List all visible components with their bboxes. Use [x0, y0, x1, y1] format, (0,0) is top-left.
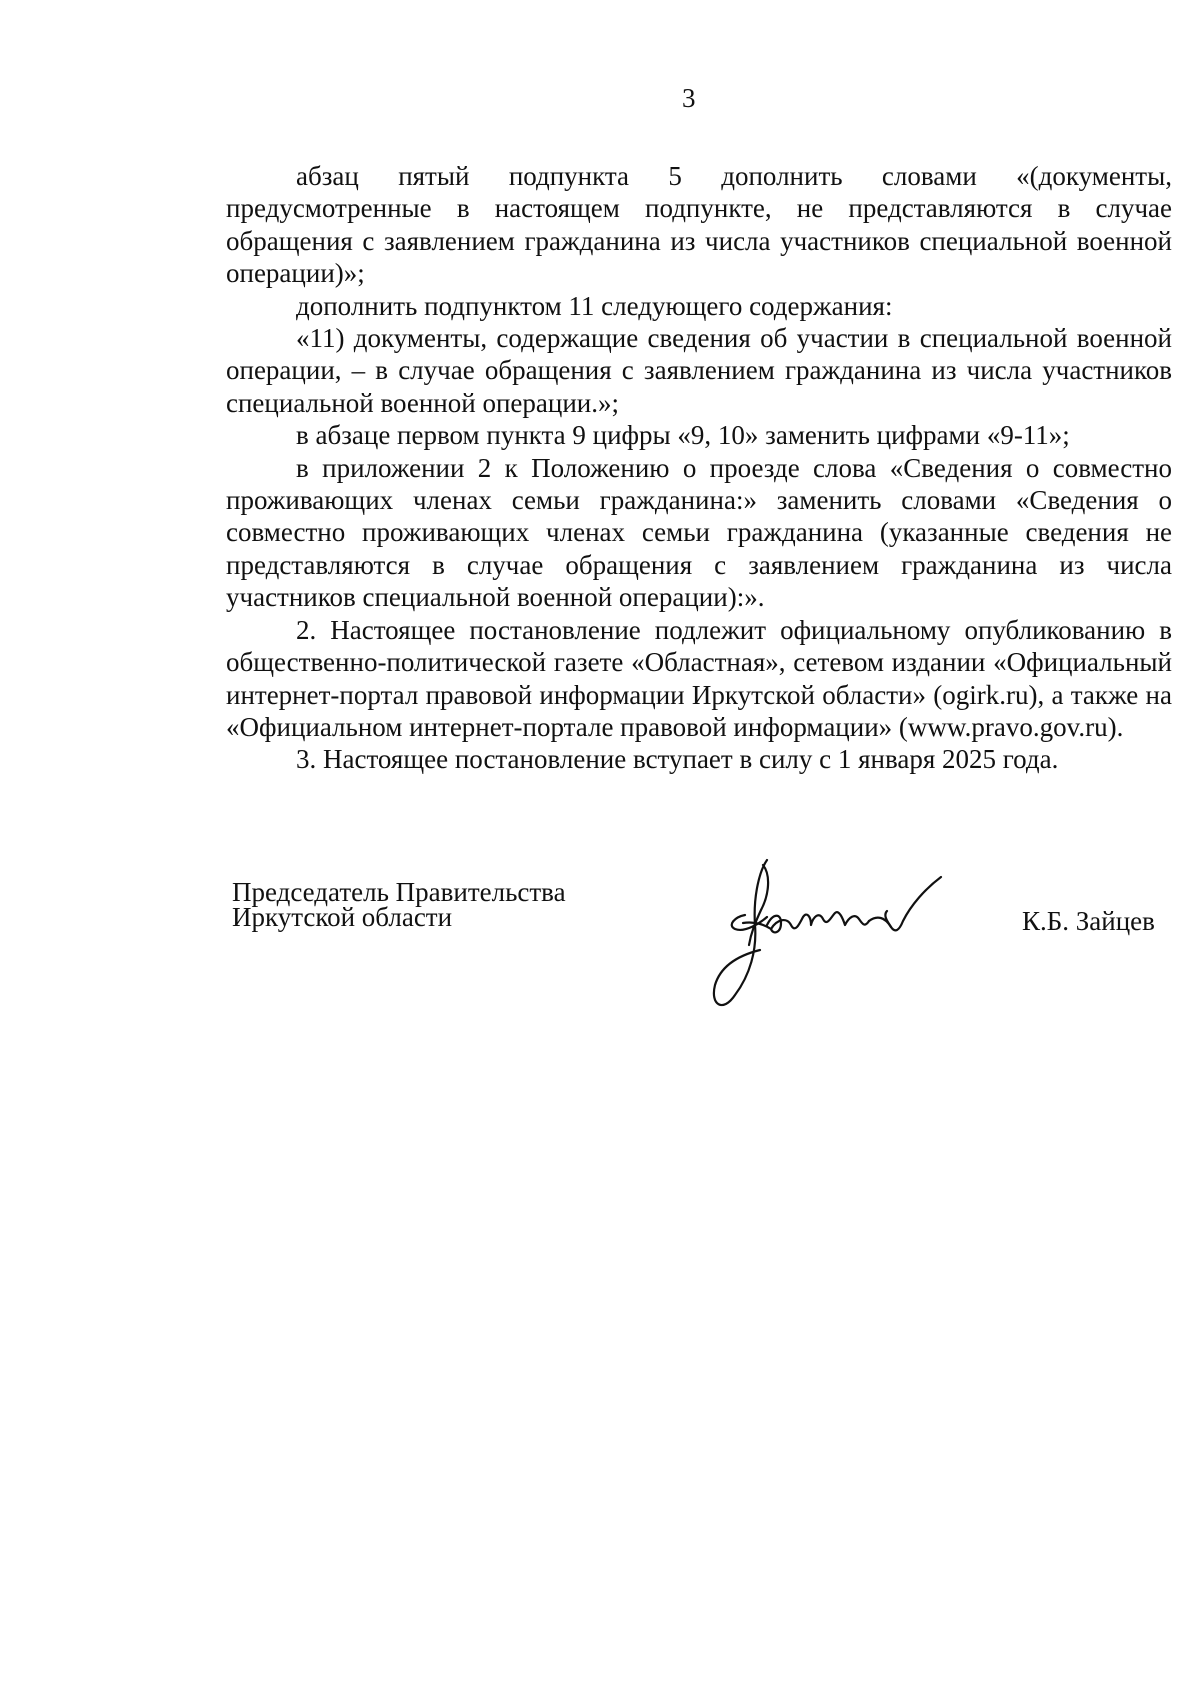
paragraph-5: в приложении 2 к Положению о проезде слова «Сведения о совместно проживающих членах семьи гражданина:» заменить словами «Сведения о совместно проживающих членах семьи гражданина (указанные сведения не представляются в случае обращения с заявлением гражданина из числа участников специальной военной операции):». — [226, 452, 1172, 613]
paragraph-7: 3. Настоящее постановление вступает в силу с 1 января 2025 года. — [296, 744, 1059, 775]
signatory-title — [232, 877, 566, 932]
page-number: 3 — [682, 83, 696, 113]
signatory-title-line2: Иркутской области — [232, 902, 453, 932]
signatory-title-line1: Председатель Правительства — [232, 877, 566, 907]
paragraph-3: «11) документы, содержащие сведения об участии в специальной военной операции, – в случае обращения с заявлением гражданина из числа участников специальной военной операции.»; — [226, 323, 1172, 418]
paragraph-1: абзац пятый подпункта 5 дополнить словами «(документы, предусмотренные в настоящем подпункте, не представляются в случае обращения с заявлением гражданина из числа участников специальной военной операции)»; — [226, 161, 1172, 289]
paragraph-6: 2. Настоящее постановление подлежит официальному опубликованию в общественно-политической газете «Областная», сетевом издании «Официальный интернет-портал правовой информации Иркутской области» (ogirk.ru), а также на «Официальном интернет-портале правовой информации» (www.pravo.gov.ru). — [226, 614, 1172, 742]
signatory-name: К.Б. Зайцев — [1022, 906, 1155, 936]
document-body — [226, 160, 1172, 776]
paragraph-2: дополнить подпунктом 11 следующего содержания: — [296, 290, 893, 321]
handwritten-signature — [705, 855, 975, 1020]
paragraph-4: в абзаце первом пункта 9 цифры «9, 10» заменить цифрами «9-11»; — [296, 420, 1070, 451]
